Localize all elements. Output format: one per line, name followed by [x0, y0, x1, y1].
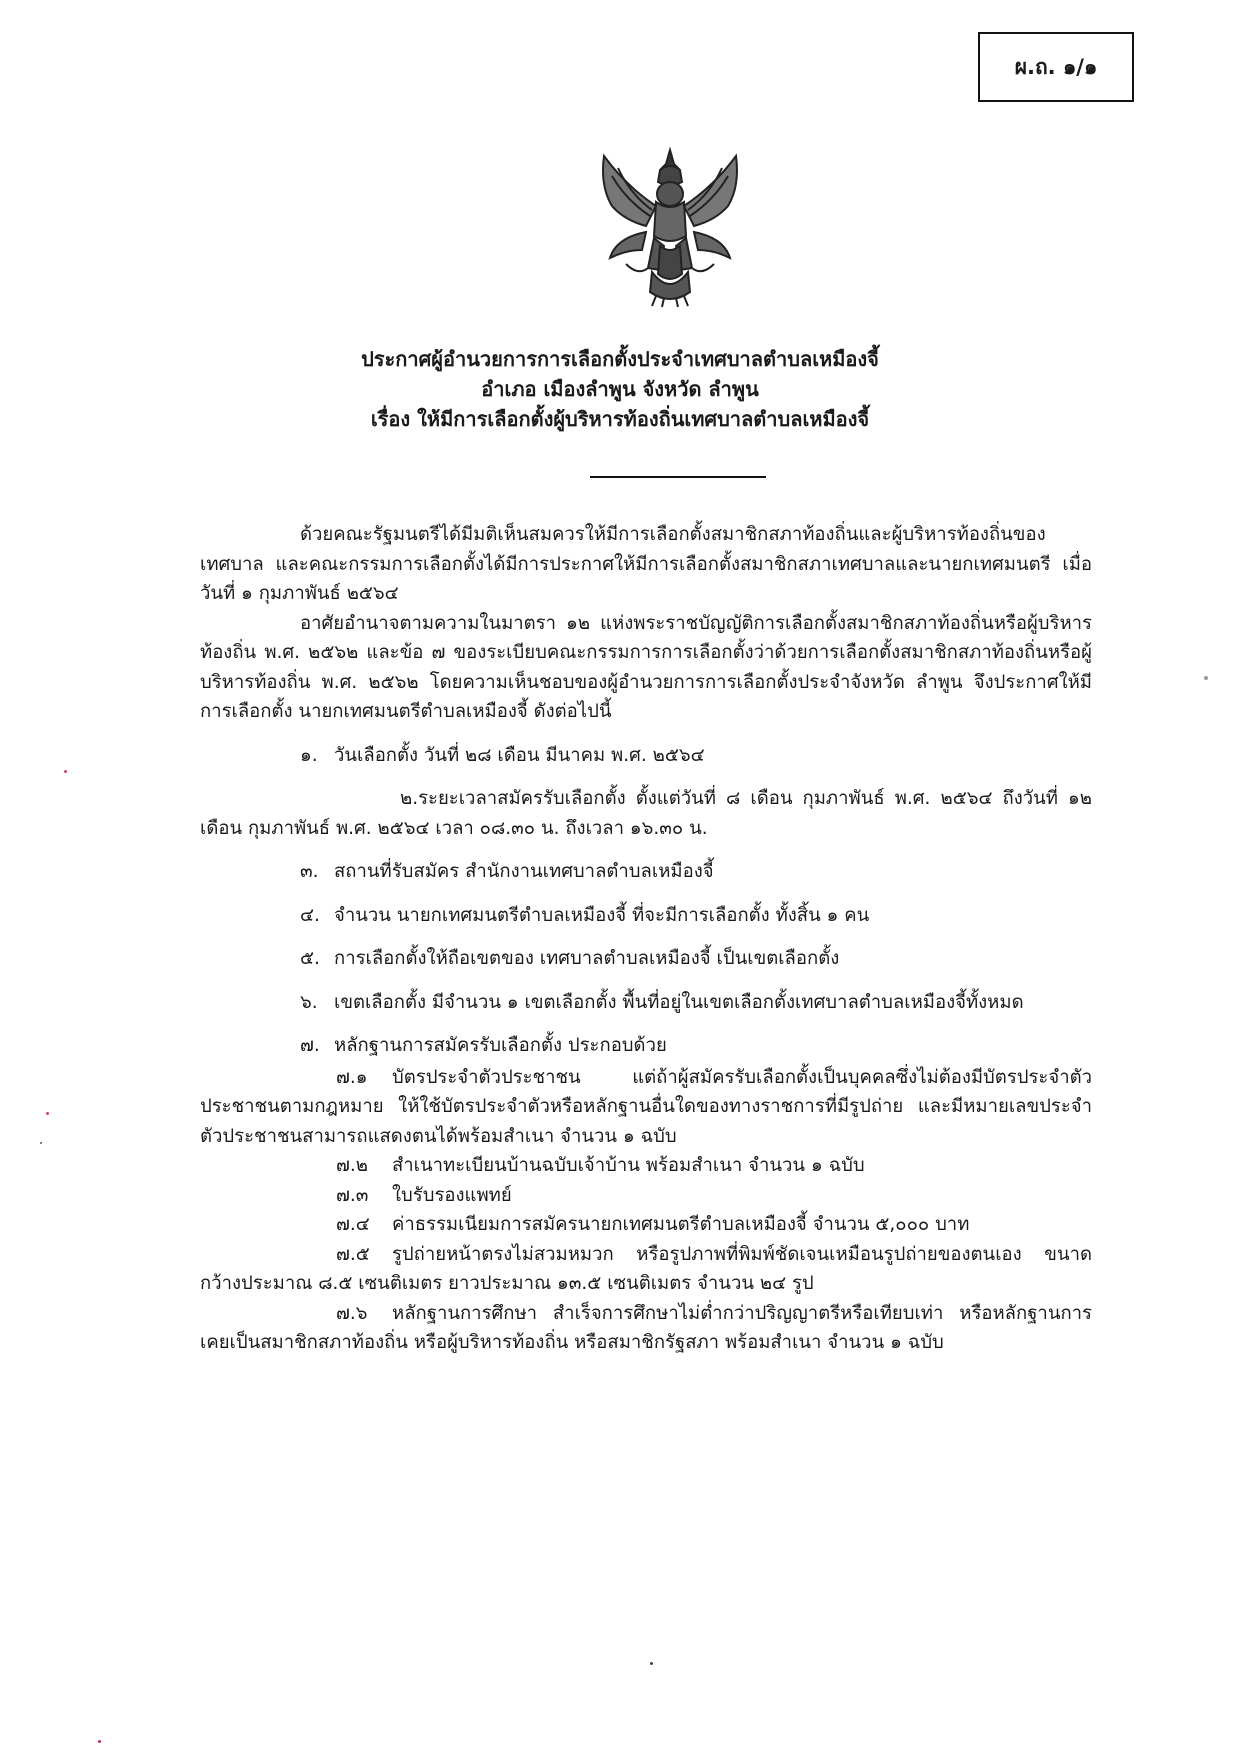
announcement-header	[160, 344, 1080, 434]
sub-item-number: ๗.๓	[336, 1184, 369, 1206]
item-number: ๓.	[300, 861, 319, 882]
item-text: จำนวน นายกเทศมนตรีตำบลเหมืองจี้ ที่จะมีการเลือกตั้ง ทั้งสิ้น ๑ คน	[334, 904, 870, 926]
scan-speck	[98, 1740, 101, 1743]
sub-item-text: รูปถ่ายหน้าตรงไม่สวมหมวก หรือรูปภาพที่พิมพ์ชัดเจนเหมือนรูปถ่ายของตนเอง ขนาดกว้างประมาณ ๘.๕ เซนติเมตร ยาวประมาณ ๑๓.๕ เซนติเมตร จำนวน ๒๔ รูป	[200, 1243, 1092, 1294]
item-text: เขตเลือกตั้ง มีจำนวน ๑ เขตเลือกตั้ง พื้นที่อยู่ในเขตเลือกตั้งเทศบาลตำบลเหมืองจี้ทั้งหมด	[334, 991, 1024, 1013]
item-number: ๖.	[300, 991, 318, 1013]
form-code-box	[978, 32, 1134, 102]
intro-paragraph: ด้วยคณะรัฐมนตรีได้มีมติเห็นสมควรให้มีการเลือกตั้งสมาชิกสภาท้องถิ่นและผู้บริหารท้องถิ่นของเทศบาล และคณะกรรมการเลือกตั้งได้มีการประกาศให้มีการเลือกตั้งสมาชิกสภาเทศบาลและนายกเทศมนตรี เมื่อวันที่ ๑ กุมภาพันธ์ ๒๕๖๔	[200, 524, 1092, 604]
sub-item-text: ค่าธรรมเนียมการสมัครนายกเทศมนตรีตำบลเหมืองจี้ จำนวน ๕,๐๐๐ บาท	[392, 1214, 970, 1235]
list-item	[200, 1031, 1092, 1061]
list-item	[200, 741, 1092, 771]
sub-item-number: ๗.๕	[336, 1243, 370, 1265]
scan-speck	[64, 770, 67, 773]
item-number: ๗.	[300, 1035, 320, 1056]
announcement-body	[200, 520, 1092, 1358]
scan-speck	[46, 1112, 49, 1115]
sub-item-text: ใบรับรองแพทย์	[392, 1184, 512, 1206]
sub-item-text: หลักฐานการศึกษา สำเร็จการศึกษาไม่ต่ำกว่าปริญญาตรีหรือเทียบเท่า หรือหลักฐานการเคยเป็นสมาชิกสภาท้องถิ่น หรือผู้บริหารท้องถิ่น หรือสมาชิกรัฐสภา พร้อมสำเนา จำนวน ๑ ฉบับ	[200, 1302, 1092, 1353]
list-item	[200, 784, 1092, 843]
item-number: ๑.	[300, 744, 318, 766]
sub-list-item	[200, 1151, 1092, 1181]
list-item	[200, 944, 1092, 974]
garuda-emblem	[586, 146, 754, 308]
item-text: ระยะเวลาสมัครรับเลือกตั้ง ตั้งแต่วันที่ ๘ เดือน กุมภาพันธ์ พ.ศ. ๒๕๖๔ ถึงวันที่ ๑๒ เดือน กุมภาพันธ์ พ.ศ. ๒๕๖๔ เวลา ๐๘.๓๐ น. ถึงเวลา ๑๖.๓๐ น.	[200, 788, 1092, 839]
header-divider	[590, 476, 766, 478]
sub-list-item	[200, 1299, 1092, 1358]
header-subject: เรื่อง ให้มีการเลือกตั้งผู้บริหารท้องถิ่นเทศบาลตำบลเหมืองจี้	[370, 407, 870, 431]
item-number: ๔.	[300, 904, 320, 926]
sub-item-number: ๗.๔	[336, 1214, 370, 1235]
sub-item-number: ๗.๖	[336, 1302, 368, 1324]
list-item	[200, 988, 1092, 1018]
sub-item-text: สำเนาทะเบียนบ้านฉบับเจ้าบ้าน พร้อมสำเนา จำนวน ๑ ฉบับ	[392, 1155, 865, 1176]
sub-list-item	[200, 1181, 1092, 1211]
scan-speck	[40, 1142, 42, 1144]
sub-list-item	[200, 1210, 1092, 1240]
header-district: อำเภอ เมืองลำพูน จังหวัด ลำพูน	[481, 377, 759, 401]
sub-item-number: ๗.๑	[336, 1066, 368, 1088]
list-item	[200, 901, 1092, 931]
item-text: สถานที่รับสมัคร สำนักงานเทศบาลตำบลเหมืองจี้	[334, 861, 714, 882]
item-text: วันเลือกตั้ง วันที่ ๒๘ เดือน มีนาคม พ.ศ. ๒๕๖๔	[334, 744, 705, 766]
item-text: การเลือกตั้งให้ถือเขตของ เทศบาลตำบลเหมืองจี้ เป็นเขตเลือกตั้ง	[334, 948, 840, 969]
item-number: ๒.	[400, 788, 419, 809]
item-number: ๕.	[300, 948, 320, 969]
sub-list-item	[200, 1240, 1092, 1299]
header-title: ประกาศผู้อำนวยการการเลือกตั้งประจำเทศบาลตำบลเหมืองจี้	[361, 347, 879, 371]
sub-list-item	[200, 1063, 1092, 1152]
item-text: หลักฐานการสมัครรับเลือกตั้ง ประกอบด้วย	[334, 1035, 667, 1056]
scan-speck	[650, 1662, 653, 1665]
form-code: ผ.ถ. ๑/๑	[1014, 54, 1098, 79]
authority-paragraph: อาศัยอำนาจตามความในมาตรา ๑๒ แห่งพระราชบัญญัติการเลือกตั้งสมาชิกสภาท้องถิ่นหรือผู้บริหารท้องถิ่น พ.ศ. ๒๕๖๒ และข้อ ๗ ของระเบียบคณะกรรมการการเลือกตั้งว่าด้วยการเลือกตั้งสมาชิกสภาท้องถิ่นหรือผู้บริหารท้องถิ่น พ.ศ. ๒๕๖๒ โดยความเห็นชอบของผู้อำนวยการการเลือกตั้งประจำจังหวัด ลำพูน จึงประกาศให้มีการเลือกตั้ง นายกเทศมนตรีตำบลเหมืองจี้ ดังต่อไปนี้	[200, 612, 1092, 722]
list-item	[200, 857, 1092, 887]
scan-speck	[1204, 676, 1208, 680]
sub-item-number: ๗.๒	[336, 1155, 368, 1176]
sub-item-text: บัตรประจำตัวประชาชน แต่ถ้าผู้สมัครรับเลือกตั้งเป็นบุคคลซึ่งไม่ต้องมีบัตรประจำตัวประชาชนตามกฎหมาย ให้ใช้บัตรประจำตัวหรือหลักฐานอื่นใดของทางราชการที่มีรูปถ่าย และมีหมายเลขประจำตัวประชาชนสามารถแสดงตนได้พร้อมสำเนา จำนวน ๑ ฉบับ	[200, 1066, 1092, 1147]
